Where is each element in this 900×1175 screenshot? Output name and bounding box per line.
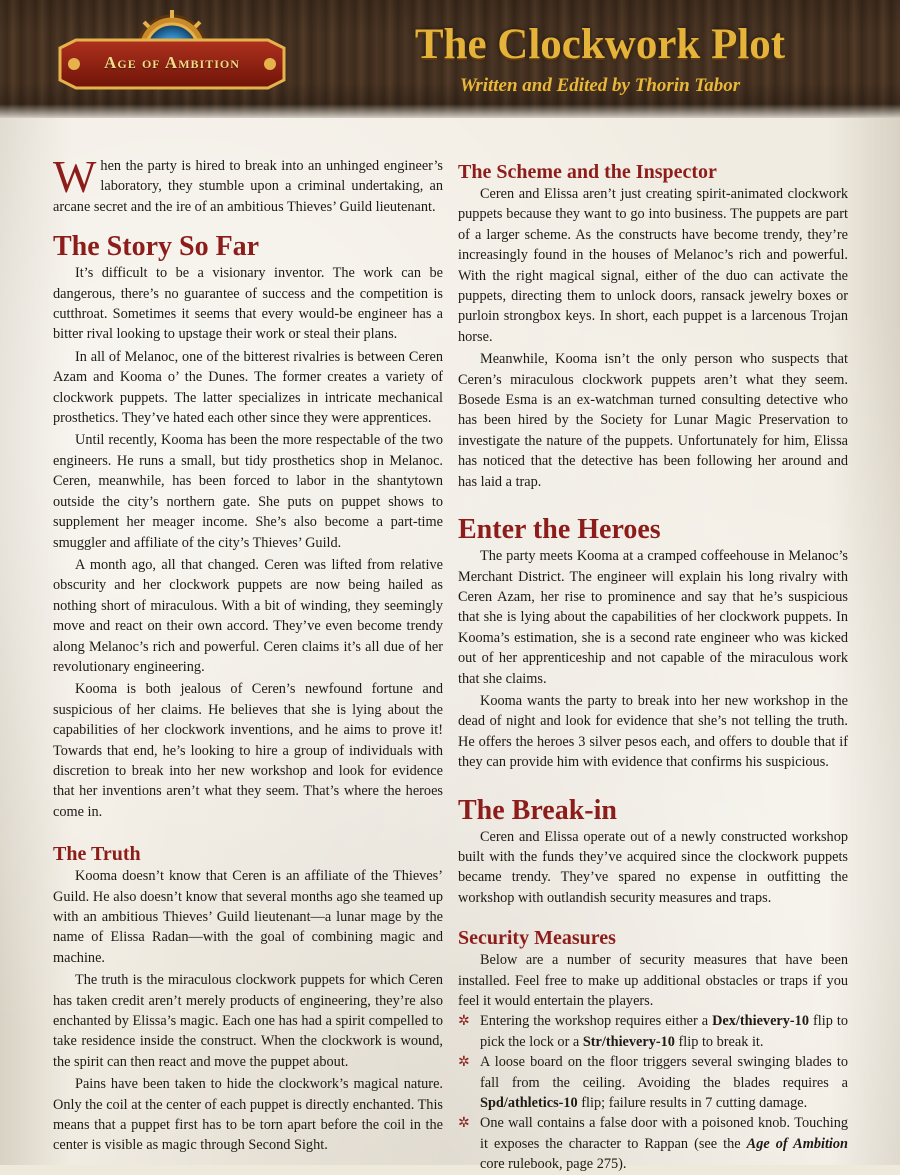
heading-enter-heroes: Enter the Heroes bbox=[458, 514, 661, 546]
story-paragraph: In all of Melanoc, one of the bitterest rivalries is between Ceren Azam and Kooma o’ the Dunes. The former creates a variety of clockwork puppets. The latter specializes in intricate mechanical prosthetics. They’ve hated each other since they were apprentices. bbox=[53, 348, 443, 427]
security-item: ✲ One wall contains a false door with a poisoned knob. Touching it exposes the character to Rappan (see the Age of Ambition core rulebook, page 275). bbox=[458, 1115, 848, 1173]
heroes-paragraph: The party meets Kooma at a cramped coffeehouse in Melanoc’s Merchant District. The engineer will explain his long rivalry with Ceren Azam, her rise to prominence and say that he’s suspicious that she is lying about the capabilities of her clockwork puppets. In Kooma’s estimation, she is a second rate engineer who was kicked out of her apprenticeship and not capable of the miraculous work that she claims. bbox=[458, 548, 848, 687]
gear-bullet-icon: ✲ bbox=[458, 1116, 470, 1132]
truth-paragraph: Kooma doesn’t know that Ceren is an affiliate of the Thieves’ Guild. He also doesn’t know that several months ago she teamed up with an ambitious Thieves’ Guild lieutenant—a lunar mage by the name of Elissa Radan—with the goal of combining magic and machine. bbox=[53, 868, 443, 966]
age-of-ambition-logo bbox=[54, 10, 290, 102]
security-list bbox=[458, 1011, 848, 1174]
security-item: ✲ Entering the workshop requires either a Dex/thievery-10 flip to pick the lock or a Str/thievery-10 flip to break it. bbox=[458, 1013, 848, 1050]
story-paragraph: Kooma is both jealous of Ceren’s newfound fortune and suspicious of her claims. He believes that she is lying about the capabilities of her clockwork inventions, and he aims to prove it! Towards that end, he’s looking to hire a group of individuals with discretion to break into her new workshop and look for evidence that her inventions aren’t what they seem. That’s where the heroes come in. bbox=[53, 681, 443, 820]
right-column bbox=[458, 160, 848, 1175]
truth-paragraph: The truth is the miraculous clockwork puppets for which Ceren has taken credit aren’t merely products of engineering, they’re also enchanted by Elissa’s magic. Each one has had a spirit compelled to take residence inside the construct. When the clockwork is wound, the spirit can then react and move the puppet about. bbox=[53, 972, 443, 1070]
intro-text: hen the party is hired to break into an unhinged engineer’s laboratory, they stumble upon a criminal undertaking, an arcane secret and the ire of an ambitious Thieves’ Guild lieutenant. bbox=[53, 158, 443, 215]
heading-the-truth: The Truth bbox=[53, 843, 141, 866]
gear-bullet-icon: ✲ bbox=[458, 1014, 470, 1030]
story-paragraph: Until recently, Kooma has been the more respectable of the two engineers. He runs a small, but tidy prosthetics shop in Melanoc. Ceren, meanwhile, has been forced to labor in the shantytown outside the city’s northern gate. She puts on puppet shows to supplement her meager income. She’s also become a part-time smuggler and affiliate of the city’s Thieves’ Guild. bbox=[53, 432, 443, 551]
logo-text: Age of Ambition bbox=[104, 53, 240, 72]
heading-scheme-inspector: The Scheme and the Inspector bbox=[458, 161, 717, 183]
drop-cap: W bbox=[53, 151, 97, 202]
page-title: The Clockwork Plot bbox=[414, 21, 786, 68]
security-item: ✲ A loose board on the floor triggers several swinging blades to fall from the ceiling. Avoiding the blades requires a Spd/athletics-10 flip; failure results in 7 cutting damage. bbox=[458, 1054, 848, 1112]
security-intro: Below are a number of security measures that have been installed. Feel free to make up additional obstacles or traps if you feel it would entertain the players. bbox=[458, 952, 848, 1009]
scheme-paragraph: Meanwhile, Kooma isn’t the only person who suspects that Ceren’s miraculous clockwork puppets aren’t what they seem. Bosede Esma is an ex-watchman turned consulting detective who has been hired by the Society for Lunar Magic Preservation to investigate the nature of the puppets. Unfortunately for him, Elissa has noticed that the detective has been following her around and has laid a trap. bbox=[458, 351, 848, 490]
story-paragraph: It’s difficult to be a visionary inventor. The work can be dangerous, there’s no guarantee of success and the competition is cutthroat. Sometimes it seems that every would-be engineer has a bitter rival looking to upstage their work or steal their plans. bbox=[53, 265, 443, 343]
heading-story-so-far: The Story So Far bbox=[53, 231, 260, 263]
heading-security-measures: Security Measures bbox=[458, 927, 616, 950]
heading-break-in: The Break-in bbox=[458, 794, 617, 826]
scheme-paragraph: Ceren and Elissa aren’t just creating spirit-animated clockwork puppets because they want to go into business. The puppets are part of a larger scheme. As the constructs have become trendy, they’re increasingly found in the houses of Melanoc’s rich and powerful. With the right magical signal, either of the duo can activate the puppets, directing them to unlock doors, ransack jewelry boxes or purloin strongbox keys. In short, each puppet is a larcenous Trojan horse. bbox=[458, 186, 848, 345]
breakin-paragraph: Ceren and Elissa operate out of a newly constructed workshop built with the funds they’ve acquired since the clockwork puppets became trendy. They’ve spared no expense in outfitting the workshop with outlandish security measures and traps. bbox=[458, 828, 848, 906]
left-column bbox=[53, 151, 443, 1156]
heroes-paragraph: Kooma wants the party to break into her new workshop in the dead of night and look for evidence that she’s not telling the truth. He offers the heroes 3 silver pesos each, and offers to double that if they can provide him with evidence that confirms his suspicious. bbox=[458, 692, 848, 771]
page-header bbox=[0, 0, 900, 118]
gear-bullet-icon: ✲ bbox=[458, 1055, 470, 1071]
story-paragraph: A month ago, all that changed. Ceren was lifted from relative obscurity and her clockwork puppets are now being hailed as nothing short of miraculous. With a bit of winding, they seemingly move and react on their own accord. They’ve even become trendy along Melanoc’s rich and powerful. Ceren claims it’s all due of her revolutionary engineering. bbox=[53, 556, 443, 675]
truth-paragraph: Pains have been taken to hide the clockwork’s magical nature. Only the coil at the center of each puppet is directly enchanted. This means that a puppet first has to be torn apart before the coil in the center is visible as magic through Second Sight. bbox=[53, 1076, 443, 1154]
intro-paragraph bbox=[53, 151, 443, 217]
page-subtitle: Written and Edited by Thorin Tabor bbox=[459, 75, 741, 96]
